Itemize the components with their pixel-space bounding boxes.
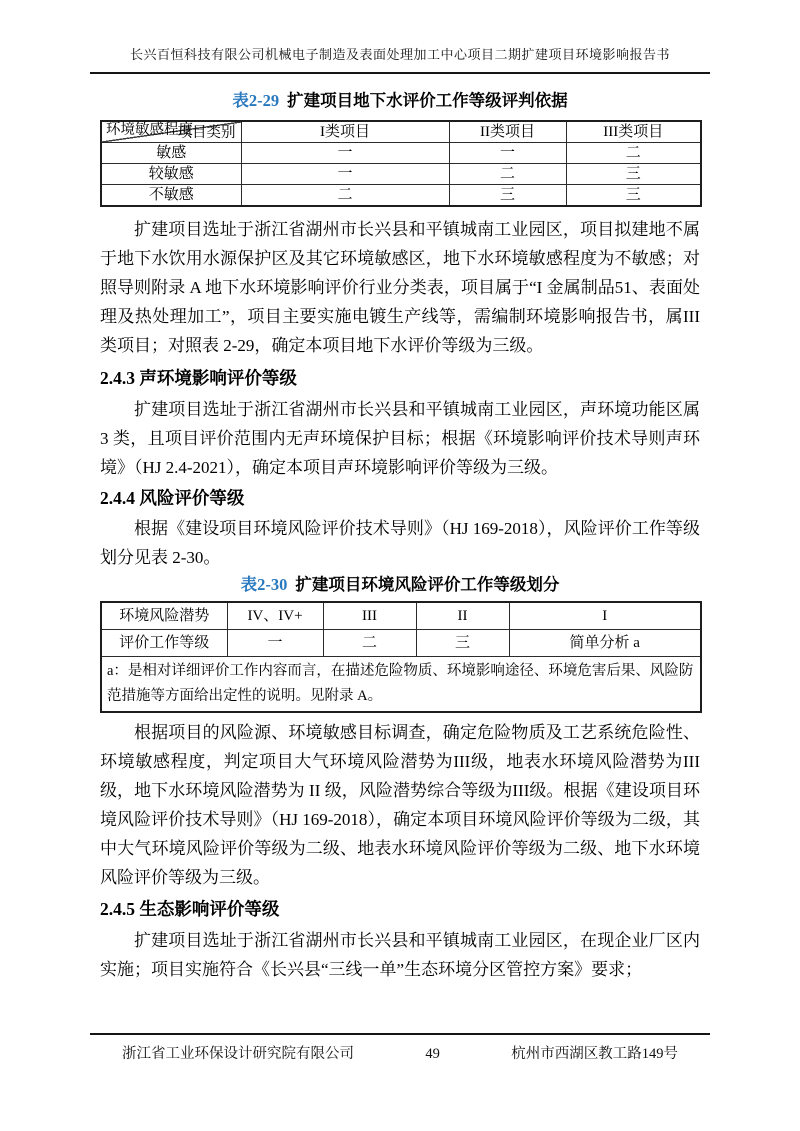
page-footer (90, 1033, 710, 1063)
report-title: 长兴百恒科技有限公司机械电子制造及表面处理加工中心项目二期扩建项目环境影响报告书 (129, 47, 670, 62)
row-label: 较敏感 (101, 164, 241, 185)
table-cell: 一 (227, 630, 323, 657)
column-header: II类项目 (449, 121, 566, 143)
footer-company: 浙江省工业环保设计研究院有限公司 (122, 1046, 354, 1062)
table-row (101, 121, 701, 143)
footer-address: 杭州市西湖区教工路149号 (511, 1046, 678, 1062)
table-row (101, 185, 701, 207)
table-2-29-caption (100, 90, 700, 112)
table-row (101, 630, 701, 657)
table-cell: 一 (241, 164, 449, 185)
table-2-30-caption-text: 扩建项目环境风险评价工作等级划分 (295, 575, 560, 594)
table-cell: 三 (566, 164, 701, 185)
section-heading-2-4-4: 2.4.4 风险评价等级 (100, 488, 245, 508)
paragraph-risk-intro: 根据《建设项目环境风险评价技术导则》（HJ 169-2018），风险评价工作等级划分见表 2-30。 (100, 519, 700, 567)
table-cell: 一 (241, 143, 449, 164)
table-cell: IV、IV+ (227, 602, 323, 630)
table-2-30 (100, 601, 702, 713)
table-cell: 三 (416, 630, 509, 657)
table-2-30-caption-number: 表2-30 (240, 575, 288, 594)
row-label: 敏感 (101, 143, 241, 164)
table-cell: 三 (449, 185, 566, 207)
table-cell: 二 (241, 185, 449, 207)
row-label: 评价工作等级 (101, 630, 227, 657)
paragraph-noise-assessment: 扩建项目选址于浙江省湖州市长兴县和平镇城南工业园区，声环境功能区属 3 类，且项目评价范围内无声环境保护目标；根据《环境影响评价技术导则声环境》（HJ 2.4-2021），确定本项目声环境影响评价等级为三级。 (100, 400, 700, 477)
table-row (101, 143, 701, 164)
row-label: 不敏感 (101, 185, 241, 207)
table-row (101, 602, 701, 630)
paragraph-groundwater-conclusion: 扩建项目选址于浙江省湖州市长兴县和平镇城南工业园区，项目拟建地不属于地下水饮用水源保护区及其它环境敏感区，地下水环境敏感程度为不敏感；对照导则附录 A 地下水环境影响评价行业分类表，项目属于“I 金属制品51、表面处理及热处理加工”，项目主要实施电镀生产线等，需编制环境影响报告书，属III类项目；对照表 2-29，确定本项目地下水评价等级为三级。 (100, 220, 700, 355)
table-cell: 一 (449, 143, 566, 164)
paragraph-ecology-assessment: 扩建项目选址于浙江省湖州市长兴县和平镇城南工业园区，在现企业厂区内实施；项目实施符合《长兴县“三线一单”生态环境分区管控方案》要求； (100, 931, 700, 979)
column-header: III类项目 (566, 121, 701, 143)
table-footnote: a：是相对详细评价工作内容而言，在描述危险物质、环境影响途径、环境危害后果、风险防范措施等方面给出定性的说明。见附录 A。 (101, 657, 701, 713)
table-cell: 简单分析 a (509, 630, 701, 657)
section-heading-2-4-5: 2.4.5 生态影响评价等级 (100, 899, 280, 919)
table-cell: 二 (449, 164, 566, 185)
table-row (101, 164, 701, 185)
table-2-30-caption (100, 574, 700, 596)
paragraph-risk-conclusion: 根据项目的风险源、环境敏感目标调查，确定危险物质及工艺系统危险性、环境敏感程度，判定项目大气环境风险潜势为III级，地表水环境风险潜势为III级，地下水环境风险潜势为 II 级，风险潜势综合等级为III级。根据《建设项目环境风险评价技术导则》（HJ 169-2018），确定本项目环境风险评价等级为二级，其中大气环境风险评价等级为二级、地表水环境风险评价等级为二级、地下水环境风险评价等级为三级。 (100, 723, 700, 887)
table-cell: III (323, 602, 416, 630)
table-cell: II (416, 602, 509, 630)
table-row (101, 657, 701, 713)
table-2-29-caption-text: 扩建项目地下水评价工作等级评判依据 (287, 91, 568, 110)
table-cell: 三 (566, 185, 701, 207)
table-cell: 二 (566, 143, 701, 164)
table-2-29-caption-number: 表2-29 (232, 91, 280, 110)
page-header (90, 44, 710, 74)
table-2-29 (100, 120, 702, 207)
table-cell: 二 (323, 630, 416, 657)
section-heading-2-4-3: 2.4.3 声环境影响评价等级 (100, 368, 297, 388)
page-content (100, 88, 700, 984)
diagonal-bottom-label: 环境敏感程度 (106, 122, 193, 138)
row-label: 环境风险潜势 (101, 602, 227, 630)
diagonal-header-cell (101, 121, 241, 143)
column-header: I类项目 (241, 121, 449, 143)
diagonal-top-label: 项目类别 (177, 125, 236, 141)
footer-page-number: 49 (425, 1046, 440, 1062)
table-cell: I (509, 602, 701, 630)
